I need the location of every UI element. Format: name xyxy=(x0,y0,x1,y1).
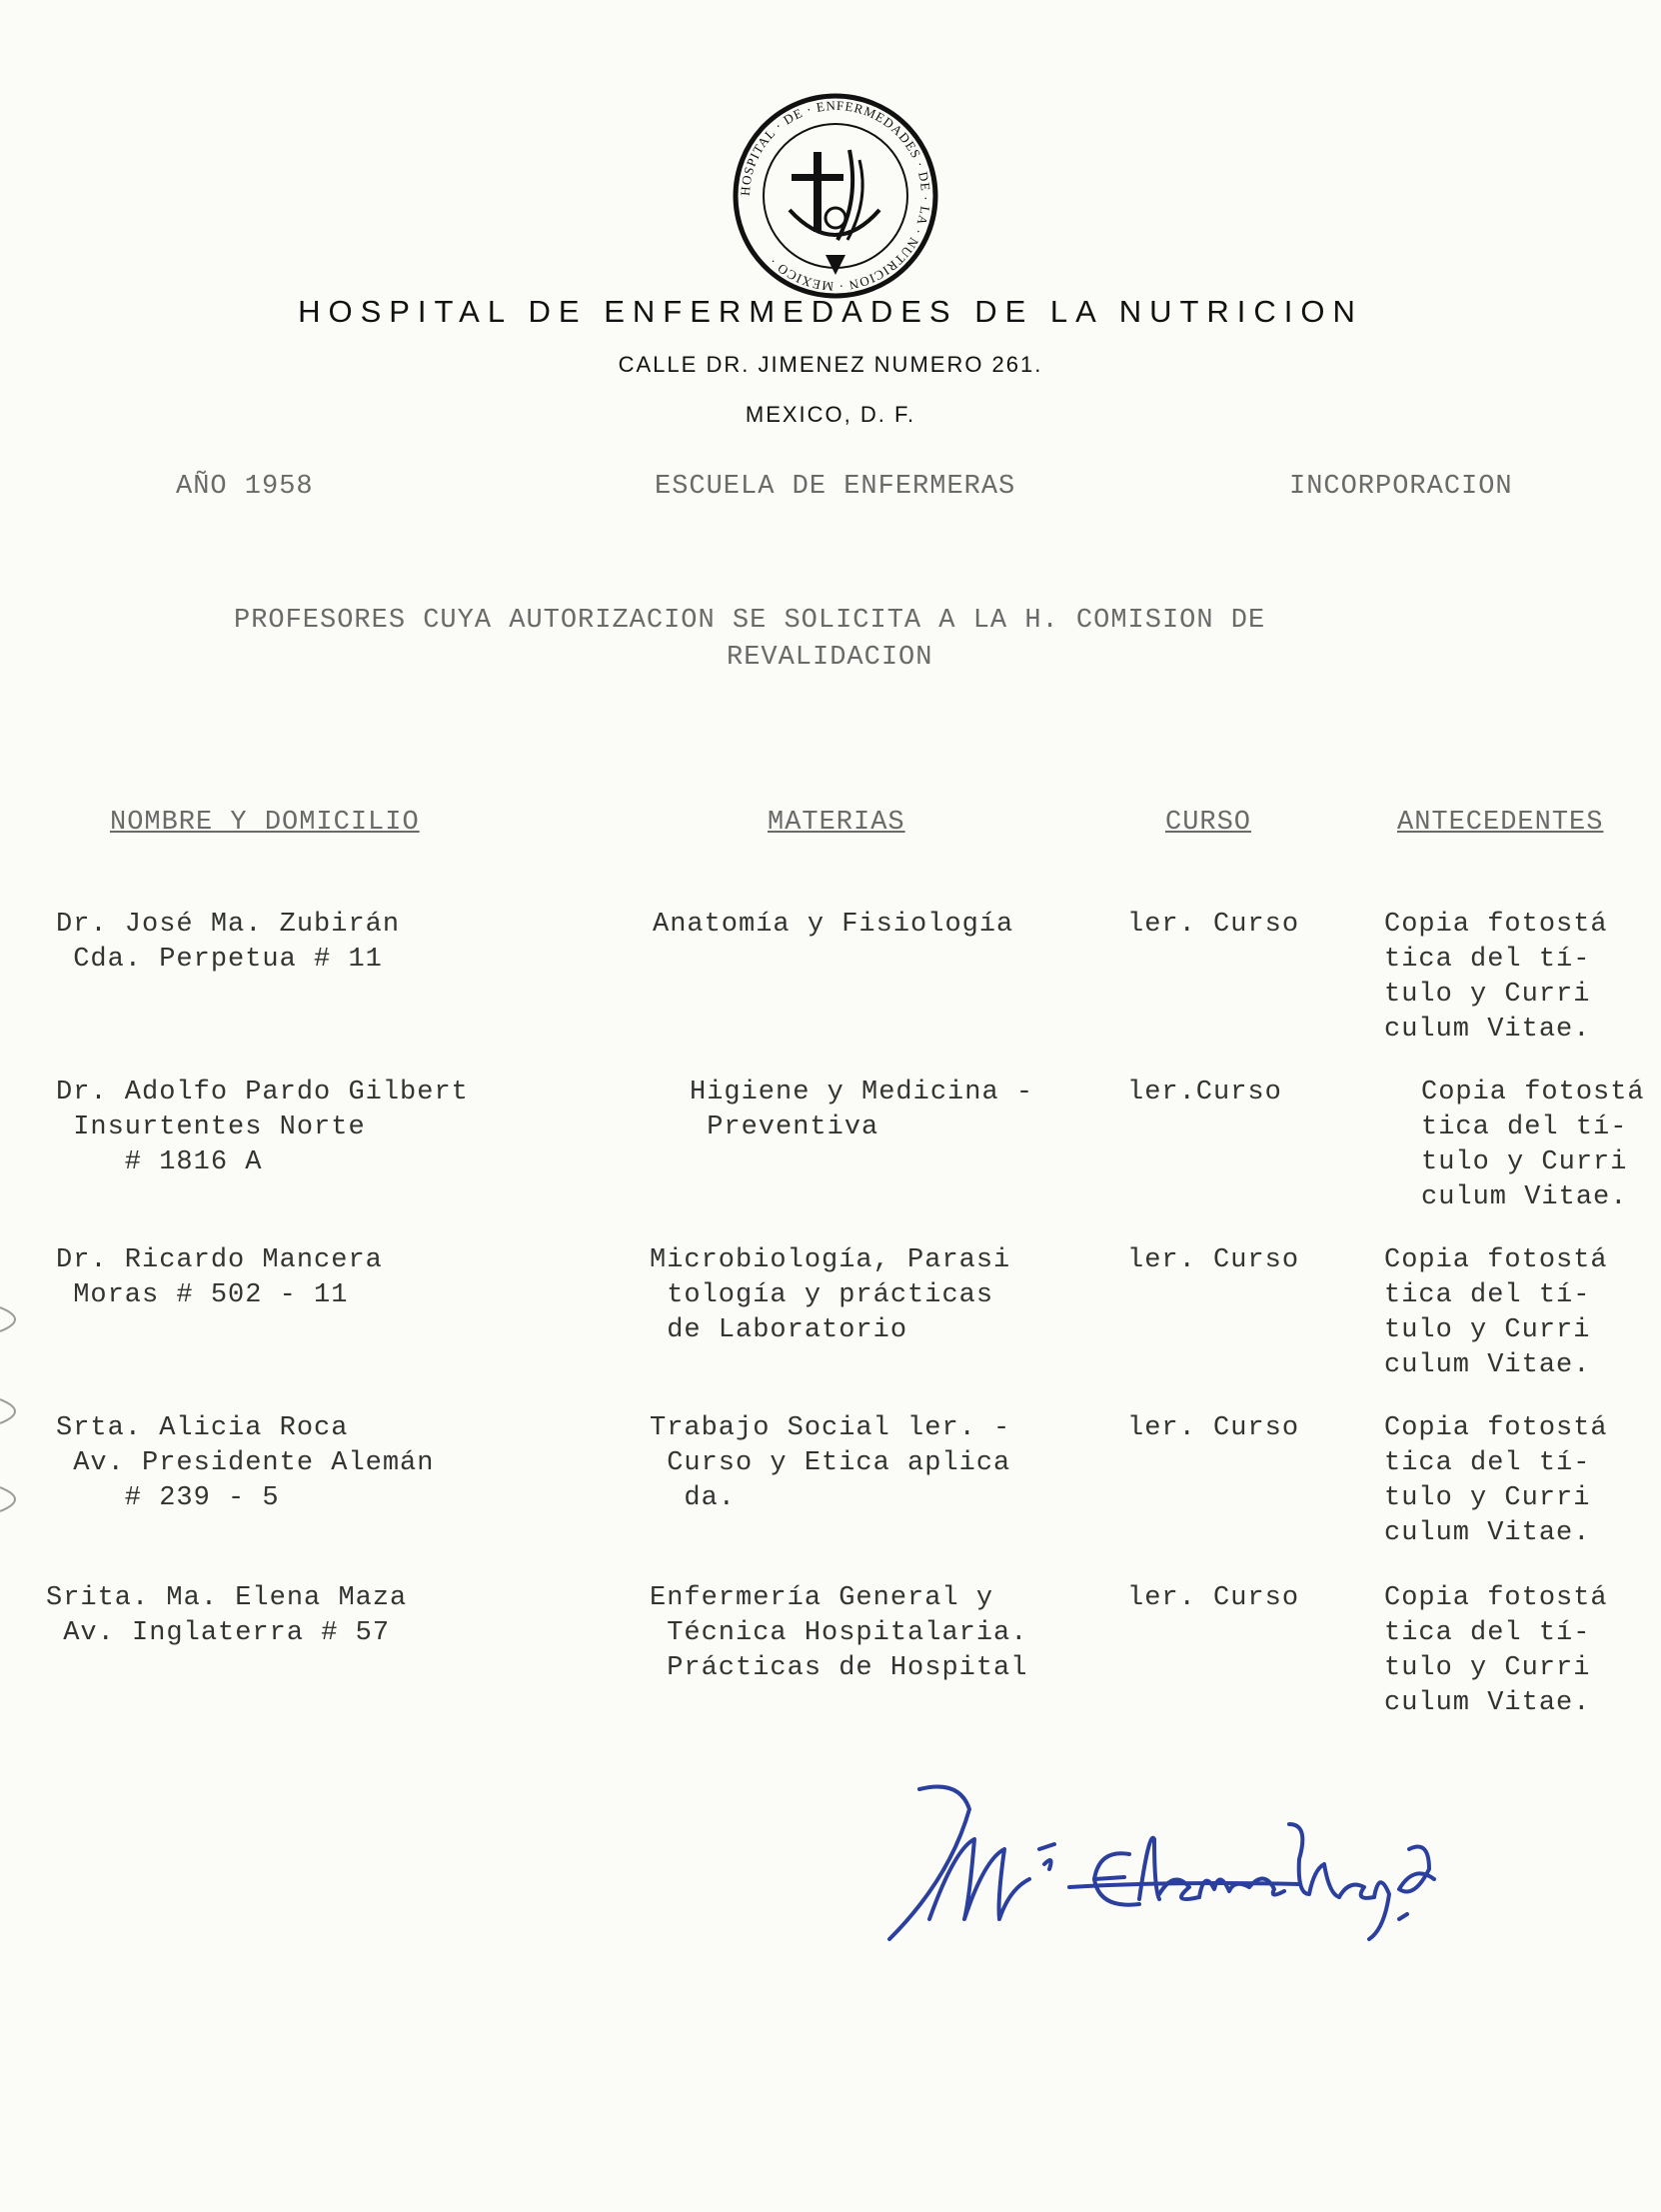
antecedentes-line: culum Vitae. xyxy=(1384,1015,1591,1045)
antecedentes-cell xyxy=(1384,1411,1608,1551)
materias-line: de Laboratorio xyxy=(650,1315,908,1345)
antecedentes-line: culum Vitae. xyxy=(1384,1518,1591,1548)
antecedentes-line: culum Vitae. xyxy=(1421,1182,1628,1212)
antecedentes-line: tica del tí- xyxy=(1421,1112,1628,1142)
antecedentes-line: tulo y Curri xyxy=(1384,980,1591,1010)
antecedentes-cell xyxy=(1384,1581,1608,1721)
name-cell xyxy=(46,1581,407,1651)
antecedentes-line: culum Vitae. xyxy=(1384,1688,1591,1718)
column-header-antecedentes: ANTECEDENTES xyxy=(1397,808,1604,838)
curso-cell: ler. Curso xyxy=(1127,1583,1300,1613)
antecedentes-line: tica del tí- xyxy=(1384,945,1591,975)
name-cell xyxy=(56,1076,469,1180)
name-line: Cda. Perpetua # 11 xyxy=(56,945,383,975)
antecedentes-line: tulo y Curri xyxy=(1384,1483,1591,1513)
materias-line: Enfermería General y xyxy=(650,1583,994,1613)
binder-hole-mark xyxy=(0,1479,40,1519)
name-line: Av. Inglaterra # 57 xyxy=(46,1618,391,1648)
name-line: Av. Presidente Alemán xyxy=(56,1448,435,1478)
materias-cell xyxy=(650,1411,1010,1516)
antecedentes-line: Copia fotostá xyxy=(1384,910,1608,940)
antecedentes-line: tica del tí- xyxy=(1384,1618,1591,1648)
materias-cell xyxy=(690,1076,1033,1145)
year-label: AÑO 1958 xyxy=(176,472,314,502)
materias-line: da. xyxy=(650,1483,737,1513)
materias-cell xyxy=(650,1243,1010,1348)
antecedentes-line: Copia fotostá xyxy=(1384,1583,1608,1613)
materias-line: Microbiología, Parasi xyxy=(650,1245,1011,1275)
materias-cell xyxy=(650,1581,1027,1686)
materias-cell xyxy=(653,908,1013,943)
name-line: Insurtentes Norte xyxy=(56,1112,366,1142)
antecedentes-line: tica del tí- xyxy=(1384,1280,1591,1310)
materias-line: tología y prácticas xyxy=(650,1280,994,1310)
subject-line-1: PROFESORES CUYA AUTORIZACION SE SOLICITA A LA H. COMISION DE xyxy=(234,606,1266,636)
name-line: Srta. Alicia Roca xyxy=(56,1413,349,1443)
binder-hole-mark xyxy=(0,1391,40,1431)
materias-line: Preventiva xyxy=(690,1112,879,1142)
materias-line: Higiene y Medicina - xyxy=(690,1078,1034,1107)
handwritten-signature xyxy=(869,1769,1449,1949)
name-cell xyxy=(56,1411,434,1516)
antecedentes-line: culum Vitae. xyxy=(1384,1350,1591,1380)
materias-line: Prácticas de Hospital xyxy=(650,1653,1028,1683)
binder-hole-mark xyxy=(0,1299,40,1339)
column-header-materias: MATERIAS xyxy=(768,808,905,838)
subject-line-2: REVALIDACION xyxy=(727,643,933,673)
name-line: # 1816 A xyxy=(56,1147,263,1177)
antecedentes-cell xyxy=(1384,1243,1608,1383)
materias-line: Anatomía y Fisiología xyxy=(653,910,1014,940)
hospital-seal-logo xyxy=(730,90,941,302)
letterhead-city: MEXICO, D. F. xyxy=(745,402,916,427)
svg-text:HOSPITAL · DE · ENFERMEDADES ·: HOSPITAL · DE · ENFERMEDADES · DE · LA · NUTRICION · MEXICO · xyxy=(737,97,934,295)
column-header-curso: CURSO xyxy=(1165,808,1252,838)
antecedentes-cell xyxy=(1421,1076,1645,1215)
school-label: ESCUELA DE ENFERMERAS xyxy=(655,472,1016,502)
name-line: Srita. Ma. Elena Maza xyxy=(46,1583,408,1613)
name-line: # 239 - 5 xyxy=(56,1483,280,1513)
antecedentes-line: tulo y Curri xyxy=(1384,1653,1591,1683)
name-line: Dr. Ricardo Mancera xyxy=(56,1245,383,1275)
column-header-name: NOMBRE Y DOMICILIO xyxy=(110,808,420,838)
name-cell xyxy=(56,908,400,978)
name-cell xyxy=(56,1243,383,1313)
antecedentes-cell xyxy=(1384,908,1608,1048)
curso-cell: ler. Curso xyxy=(1127,1413,1300,1443)
name-line: Dr. José Ma. Zubirán xyxy=(56,910,401,940)
curso-cell: ler. Curso xyxy=(1127,910,1300,940)
antecedentes-line: tica del tí- xyxy=(1384,1448,1591,1478)
antecedentes-line: tulo y Curri xyxy=(1421,1147,1628,1177)
curso-cell: ler. Curso xyxy=(1127,1245,1300,1275)
curso-cell: ler.Curso xyxy=(1127,1078,1282,1107)
materias-line: Curso y Etica aplica xyxy=(650,1448,1011,1478)
antecedentes-line: Copia fotostá xyxy=(1421,1078,1645,1107)
letterhead-title: HOSPITAL DE ENFERMEDADES DE LA NUTRICION xyxy=(298,294,1363,329)
antecedentes-line: Copia fotostá xyxy=(1384,1245,1608,1275)
antecedentes-line: Copia fotostá xyxy=(1384,1413,1608,1443)
antecedentes-line: tulo y Curri xyxy=(1384,1315,1591,1345)
materias-line: Técnica Hospitalaria. xyxy=(650,1618,1028,1648)
name-line: Moras # 502 - 11 xyxy=(56,1280,349,1310)
letterhead-address: CALLE DR. JIMENEZ NUMERO 261. xyxy=(618,352,1043,377)
materias-line: Trabajo Social ler. - xyxy=(650,1413,1011,1443)
incorporation-label: INCORPORACION xyxy=(1289,472,1513,502)
name-line: Dr. Adolfo Pardo Gilbert xyxy=(56,1078,469,1107)
